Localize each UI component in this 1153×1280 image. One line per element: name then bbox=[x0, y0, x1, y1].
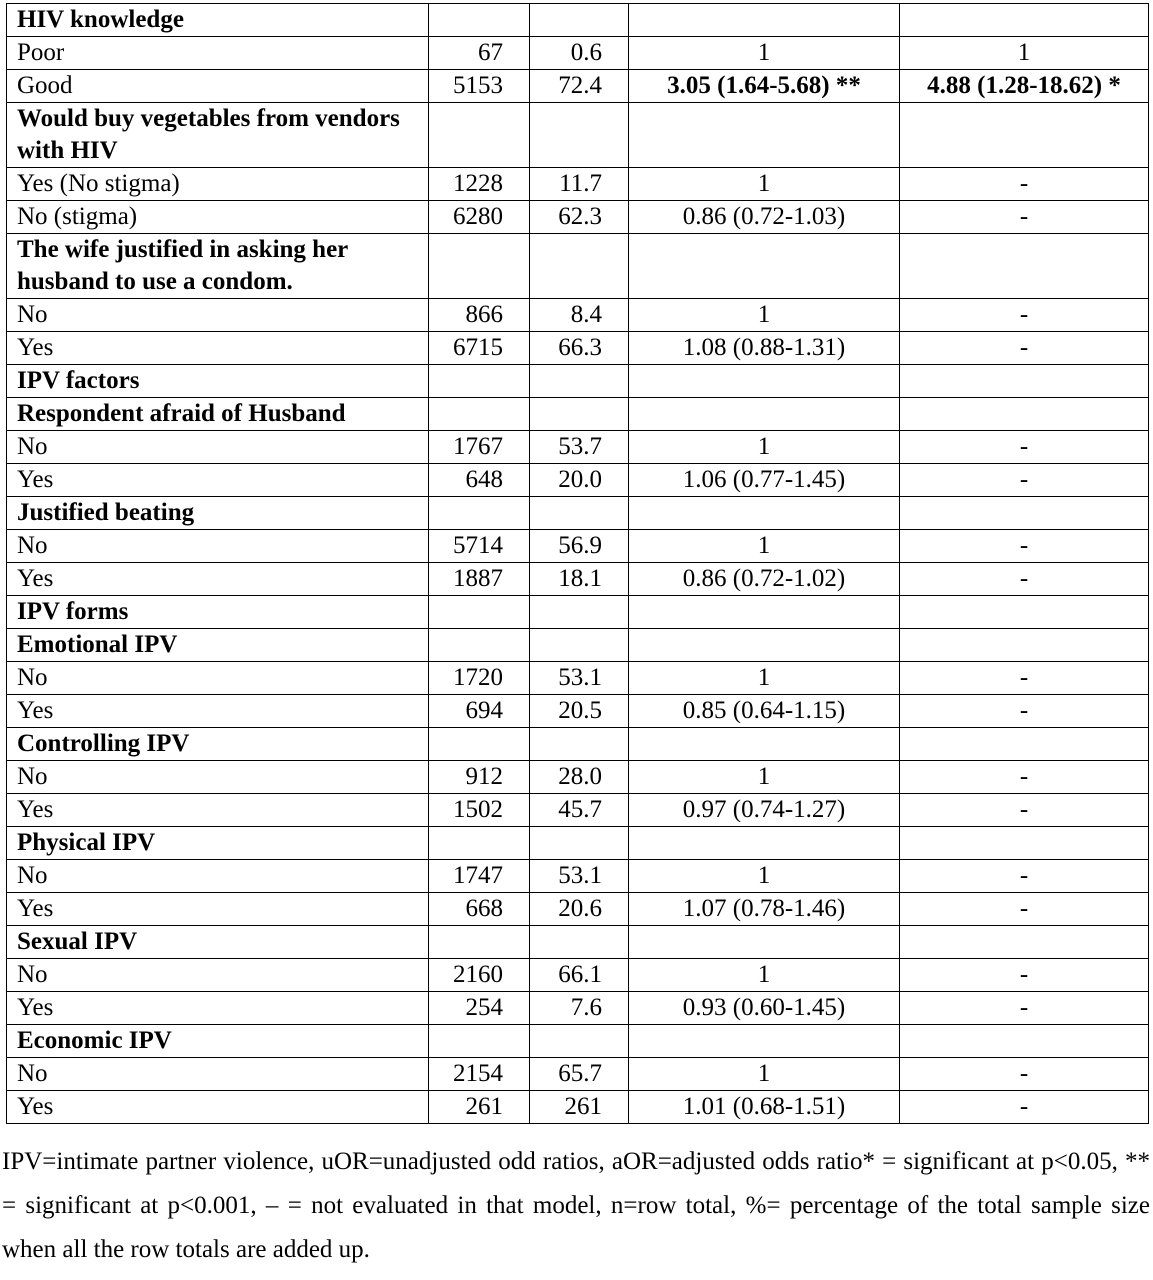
cell-n: 1502 bbox=[429, 794, 530, 827]
cell-aor: - bbox=[900, 794, 1149, 827]
cell-aor bbox=[900, 398, 1149, 431]
cell-n: 5153 bbox=[429, 70, 530, 103]
table-row bbox=[7, 992, 1149, 1025]
cell-percent bbox=[530, 629, 629, 662]
cell-aor: 4.88 (1.28-18.62) * bbox=[900, 70, 1149, 103]
cell-uor: 1 bbox=[629, 168, 900, 201]
table-row bbox=[7, 1091, 1149, 1124]
cell-aor bbox=[900, 4, 1149, 37]
cell-uor bbox=[629, 926, 900, 959]
row-label: The wife justified in asking her husband to use a condom. bbox=[7, 234, 429, 299]
cell-n bbox=[429, 596, 530, 629]
cell-uor: 3.05 (1.64-5.68) ** bbox=[629, 70, 900, 103]
section-header-row bbox=[7, 365, 1149, 398]
cell-n bbox=[429, 728, 530, 761]
cell-percent bbox=[530, 1025, 629, 1058]
cell-aor: - bbox=[900, 431, 1149, 464]
cell-n: 5714 bbox=[429, 530, 530, 563]
row-label: No (stigma) bbox=[7, 201, 429, 234]
cell-uor: 1 bbox=[629, 530, 900, 563]
cell-n: 2154 bbox=[429, 1058, 530, 1091]
cell-n: 668 bbox=[429, 893, 530, 926]
row-label: Yes bbox=[7, 332, 429, 365]
cell-percent: 53.1 bbox=[530, 662, 629, 695]
cell-n: 6715 bbox=[429, 332, 530, 365]
cell-uor: 1.08 (0.88-1.31) bbox=[629, 332, 900, 365]
section-header-row bbox=[7, 398, 1149, 431]
table-row bbox=[7, 464, 1149, 497]
cell-n: 261 bbox=[429, 1091, 530, 1124]
table-row bbox=[7, 332, 1149, 365]
row-label: No bbox=[7, 860, 429, 893]
cell-uor: 0.86 (0.72-1.03) bbox=[629, 201, 900, 234]
section-header-row bbox=[7, 103, 1149, 168]
cell-aor: - bbox=[900, 1091, 1149, 1124]
cell-uor: 1 bbox=[629, 431, 900, 464]
row-label: Poor bbox=[7, 37, 429, 70]
cell-n bbox=[429, 398, 530, 431]
cell-aor bbox=[900, 629, 1149, 662]
cell-aor: - bbox=[900, 959, 1149, 992]
cell-n: 1720 bbox=[429, 662, 530, 695]
cell-aor: - bbox=[900, 168, 1149, 201]
cell-n bbox=[429, 926, 530, 959]
cell-aor: - bbox=[900, 201, 1149, 234]
cell-percent: 56.9 bbox=[530, 530, 629, 563]
row-label: No bbox=[7, 761, 429, 794]
cell-uor: 0.97 (0.74-1.27) bbox=[629, 794, 900, 827]
row-label: Good bbox=[7, 70, 429, 103]
row-label: Yes (No stigma) bbox=[7, 168, 429, 201]
cell-aor: - bbox=[900, 761, 1149, 794]
cell-aor: - bbox=[900, 299, 1149, 332]
section-header-row bbox=[7, 926, 1149, 959]
cell-n: 1767 bbox=[429, 431, 530, 464]
cell-percent bbox=[530, 497, 629, 530]
row-label: Would buy vegetables from vendors with HIV bbox=[7, 103, 429, 168]
table-footnote: IPV=intimate partner violence, uOR=unadjusted odd ratios, aOR=adjusted odds ratio* = significant at p<0.05, ** = significant at p<0.001, – = not evaluated in that model, n=row total, %= percentage of the total sample size when all the row totals are added up. bbox=[2, 1148, 1150, 1263]
cell-uor bbox=[629, 398, 900, 431]
cell-aor: - bbox=[900, 530, 1149, 563]
cell-percent bbox=[530, 365, 629, 398]
table-row bbox=[7, 70, 1149, 103]
cell-aor: - bbox=[900, 464, 1149, 497]
cell-uor bbox=[629, 728, 900, 761]
cell-uor bbox=[629, 596, 900, 629]
table-row bbox=[7, 201, 1149, 234]
cell-percent: 8.4 bbox=[530, 299, 629, 332]
cell-aor: - bbox=[900, 563, 1149, 596]
cell-aor bbox=[900, 596, 1149, 629]
row-label: No bbox=[7, 431, 429, 464]
cell-uor bbox=[629, 365, 900, 398]
cell-aor bbox=[900, 365, 1149, 398]
row-label: IPV forms bbox=[7, 596, 429, 629]
cell-uor: 1.01 (0.68-1.51) bbox=[629, 1091, 900, 1124]
cell-uor: 0.86 (0.72-1.02) bbox=[629, 563, 900, 596]
table-row bbox=[7, 695, 1149, 728]
cell-uor: 1 bbox=[629, 662, 900, 695]
cell-n: 1887 bbox=[429, 563, 530, 596]
table-row bbox=[7, 1058, 1149, 1091]
cell-percent: 20.5 bbox=[530, 695, 629, 728]
table-body bbox=[7, 4, 1149, 1124]
cell-aor bbox=[900, 1025, 1149, 1058]
cell-uor: 1.06 (0.77-1.45) bbox=[629, 464, 900, 497]
cell-uor: 1 bbox=[629, 299, 900, 332]
cell-percent bbox=[530, 103, 629, 168]
cell-n: 1747 bbox=[429, 860, 530, 893]
row-label: IPV factors bbox=[7, 365, 429, 398]
section-header-row bbox=[7, 596, 1149, 629]
cell-percent bbox=[530, 728, 629, 761]
cell-aor: - bbox=[900, 860, 1149, 893]
row-label: Yes bbox=[7, 1091, 429, 1124]
cell-percent bbox=[530, 234, 629, 299]
cell-uor bbox=[629, 497, 900, 530]
row-label: Sexual IPV bbox=[7, 926, 429, 959]
cell-percent: 72.4 bbox=[530, 70, 629, 103]
cell-n: 6280 bbox=[429, 201, 530, 234]
table-row bbox=[7, 761, 1149, 794]
row-label: Physical IPV bbox=[7, 827, 429, 860]
cell-n: 866 bbox=[429, 299, 530, 332]
table-row bbox=[7, 794, 1149, 827]
row-label: Economic IPV bbox=[7, 1025, 429, 1058]
cell-percent bbox=[530, 4, 629, 37]
row-label: Yes bbox=[7, 794, 429, 827]
cell-uor bbox=[629, 4, 900, 37]
cell-n: 2160 bbox=[429, 959, 530, 992]
cell-percent bbox=[530, 827, 629, 860]
cell-aor bbox=[900, 926, 1149, 959]
cell-percent: 18.1 bbox=[530, 563, 629, 596]
cell-aor: - bbox=[900, 332, 1149, 365]
cell-percent bbox=[530, 926, 629, 959]
row-label: Yes bbox=[7, 563, 429, 596]
cell-n bbox=[429, 234, 530, 299]
cell-percent: 53.7 bbox=[530, 431, 629, 464]
cell-percent bbox=[530, 596, 629, 629]
cell-n: 648 bbox=[429, 464, 530, 497]
row-label: No bbox=[7, 530, 429, 563]
cell-uor bbox=[629, 629, 900, 662]
section-header-row bbox=[7, 497, 1149, 530]
cell-percent: 45.7 bbox=[530, 794, 629, 827]
cell-aor bbox=[900, 103, 1149, 168]
cell-percent: 65.7 bbox=[530, 1058, 629, 1091]
cell-percent bbox=[530, 398, 629, 431]
cell-n bbox=[429, 827, 530, 860]
row-label: No bbox=[7, 662, 429, 695]
cell-aor: - bbox=[900, 662, 1149, 695]
results-table bbox=[6, 3, 1149, 1124]
cell-aor bbox=[900, 728, 1149, 761]
cell-uor: 1 bbox=[629, 1058, 900, 1091]
cell-uor bbox=[629, 103, 900, 168]
section-header-row bbox=[7, 728, 1149, 761]
cell-percent: 28.0 bbox=[530, 761, 629, 794]
cell-percent: 66.1 bbox=[530, 959, 629, 992]
table-row bbox=[7, 431, 1149, 464]
cell-uor: 1.07 (0.78-1.46) bbox=[629, 893, 900, 926]
section-header-row bbox=[7, 1025, 1149, 1058]
cell-uor bbox=[629, 827, 900, 860]
cell-uor: 1 bbox=[629, 37, 900, 70]
cell-percent: 62.3 bbox=[530, 201, 629, 234]
cell-n: 1228 bbox=[429, 168, 530, 201]
cell-n bbox=[429, 497, 530, 530]
table-row bbox=[7, 860, 1149, 893]
row-label: Yes bbox=[7, 992, 429, 1025]
cell-uor bbox=[629, 234, 900, 299]
row-label: Yes bbox=[7, 893, 429, 926]
row-label: Yes bbox=[7, 695, 429, 728]
table-row bbox=[7, 37, 1149, 70]
table-row bbox=[7, 893, 1149, 926]
cell-aor bbox=[900, 497, 1149, 530]
table-row bbox=[7, 959, 1149, 992]
row-label: Emotional IPV bbox=[7, 629, 429, 662]
cell-n bbox=[429, 365, 530, 398]
section-header-row bbox=[7, 629, 1149, 662]
table-row bbox=[7, 168, 1149, 201]
cell-uor: 0.85 (0.64-1.15) bbox=[629, 695, 900, 728]
row-label: No bbox=[7, 1058, 429, 1091]
row-label: No bbox=[7, 299, 429, 332]
cell-aor: - bbox=[900, 1058, 1149, 1091]
cell-percent: 20.6 bbox=[530, 893, 629, 926]
table-row bbox=[7, 530, 1149, 563]
cell-n bbox=[429, 1025, 530, 1058]
row-label: HIV knowledge bbox=[7, 4, 429, 37]
row-label: Controlling IPV bbox=[7, 728, 429, 761]
cell-uor: 1 bbox=[629, 761, 900, 794]
cell-n: 694 bbox=[429, 695, 530, 728]
cell-percent: 66.3 bbox=[530, 332, 629, 365]
cell-uor: 0.93 (0.60-1.45) bbox=[629, 992, 900, 1025]
section-header-row bbox=[7, 827, 1149, 860]
cell-percent: 11.7 bbox=[530, 168, 629, 201]
cell-n: 254 bbox=[429, 992, 530, 1025]
cell-aor bbox=[900, 234, 1149, 299]
cell-n bbox=[429, 4, 530, 37]
row-label: Yes bbox=[7, 464, 429, 497]
cell-uor bbox=[629, 1025, 900, 1058]
cell-percent: 261 bbox=[530, 1091, 629, 1124]
cell-percent: 20.0 bbox=[530, 464, 629, 497]
table-row bbox=[7, 662, 1149, 695]
section-header-row bbox=[7, 234, 1149, 299]
row-label: Respondent afraid of Husband bbox=[7, 398, 429, 431]
cell-aor bbox=[900, 827, 1149, 860]
cell-uor: 1 bbox=[629, 860, 900, 893]
cell-percent: 0.6 bbox=[530, 37, 629, 70]
cell-aor: - bbox=[900, 992, 1149, 1025]
cell-uor: 1 bbox=[629, 959, 900, 992]
cell-n: 912 bbox=[429, 761, 530, 794]
row-label: No bbox=[7, 959, 429, 992]
cell-aor: 1 bbox=[900, 37, 1149, 70]
row-label: Justified beating bbox=[7, 497, 429, 530]
cell-aor: - bbox=[900, 695, 1149, 728]
table-row bbox=[7, 563, 1149, 596]
cell-aor: - bbox=[900, 893, 1149, 926]
cell-n: 67 bbox=[429, 37, 530, 70]
table-row bbox=[7, 299, 1149, 332]
cell-percent: 7.6 bbox=[530, 992, 629, 1025]
cell-n bbox=[429, 629, 530, 662]
section-header-row bbox=[7, 4, 1149, 37]
cell-n bbox=[429, 103, 530, 168]
cell-percent: 53.1 bbox=[530, 860, 629, 893]
